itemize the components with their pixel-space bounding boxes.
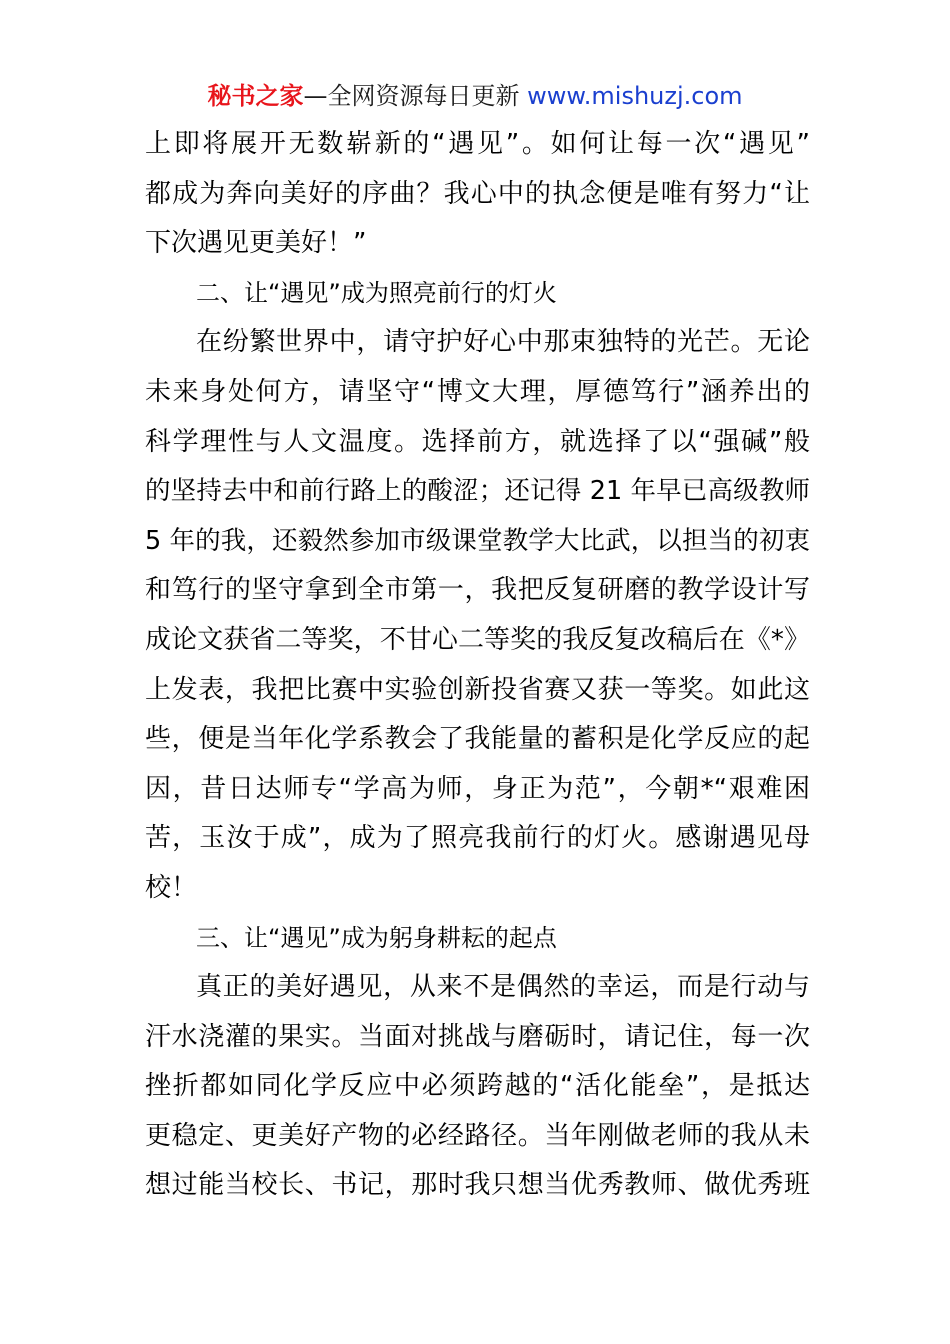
text-line: 科学理性与人文温度。选择前方，就选择了以“强碱”般: [145, 426, 810, 457]
paragraph-first-line: 在纷繁世界中，请守护好心中那束独特的光芒。无论: [196, 327, 810, 358]
section-heading-2: 二、让“遇见”成为照亮前行的灯火: [196, 278, 557, 307]
site-tagline: —全网资源每日更新: [303, 82, 528, 110]
text-line: 上即将展开无数崭新的“遇见”。如何让每一次“遇见”: [145, 129, 810, 159]
site-url-link[interactable]: www.mishuzj.com: [527, 82, 743, 110]
text-line: 挫折都如同化学反应中必须跨越的“活化能垒”，是抵达: [145, 1071, 810, 1102]
text-line: 5 年的我，还毅然参加市级课堂教学大比武，以担当的初衷: [145, 525, 810, 556]
text-line: 苦，玉汝于成”，成为了照亮我前行的灯火。感谢遇见母: [145, 823, 810, 854]
site-header: [0, 78, 950, 114]
document-body: [145, 120, 810, 1211]
text-line: 都成为奔向美好的序曲？我心中的执念便是唯有努力“让: [145, 178, 810, 209]
paragraph-first-line: 真正的美好遇见，从来不是偶然的幸运，而是行动与: [196, 972, 810, 1003]
site-brand: 秘书之家: [207, 82, 304, 110]
text-line: 些，便是当年化学系教会了我能量的蓄积是化学反应的起: [145, 724, 810, 755]
text-line: 更稳定、更美好产物的必经路径。当年刚做老师的我从未: [145, 1120, 810, 1151]
text-line: 下次遇见更美好！”: [145, 228, 367, 259]
text-line: 想过能当校长、书记，那时我只想当优秀教师、做优秀班: [145, 1170, 810, 1201]
text-line: 汗水浇灌的果实。当面对挑战与磨砺时，请记住，每一次: [145, 1021, 810, 1052]
section-heading-3: 三、让“遇见”成为躬身耕耘的起点: [196, 923, 557, 952]
text-line: 和笃行的坚守拿到全市第一，我把反复研磨的教学设计写: [145, 575, 810, 606]
text-line: 未来身处何方，请坚守“博文大理，厚德笃行”涵养出的: [145, 376, 810, 407]
text-line: 上发表，我把比赛中实验创新投省赛又获一等奖。如此这: [145, 674, 810, 705]
text-line: 因，昔日达师专“学高为师，身正为范”，今朝*“艰难困: [145, 773, 810, 804]
text-line: 校！: [145, 872, 198, 903]
text-line: 成论文获省二等奖，不甘心二等奖的我反复改稿后在《*》: [145, 624, 810, 655]
text-line: 的坚持去中和前行路上的酸涩；还记得 21 年早已高级教师: [145, 476, 810, 507]
